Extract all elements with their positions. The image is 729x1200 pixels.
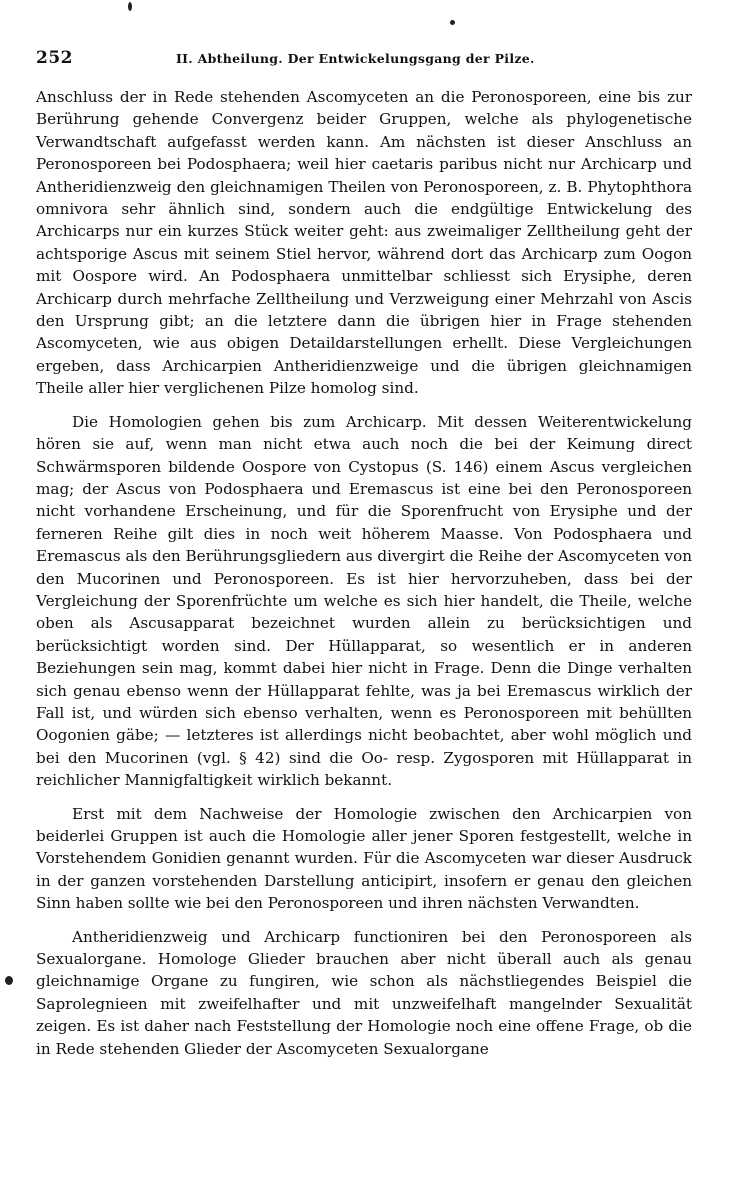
- scan-speck: [128, 2, 132, 11]
- running-head: [36, 48, 692, 72]
- scan-speck: [5, 976, 13, 985]
- running-title: II. Abtheilung. Der Entwickelungsgang der Pilze.: [176, 51, 535, 66]
- paragraph-1: Anschluss der in Rede stehenden Ascomyceten an die Peronosporeen, eine bis zur Berührung gehende Convergenz beider Gruppen, welche als phylogenetische Verwandtschaft aufgefasst werden kann. Am nächsten ist dieser Anschluss an Peronosporeen bei Podosphaera; weil hier caetaris paribus nicht nur Archicarp und Antheridienzweig den gleichnamigen Theilen von Peronosporeen, z. B. Phytophthora omnivora sehr ähnlich sind, sondern auch die endgültige Entwickelung des Archicarps nur ein kurzes Stück weiter geht: aus zweimaliger Zelltheilung geht der achtsporige Ascus mit seinem Stiel hervor, während dort das Archicarp zum Oogon mit Oospore wird. An Podosphaera unmittelbar schliesst sich Erysiphe, deren Archicarp durch mehrfache Zelltheilung und Verzweigung einer Mehrzahl von Ascis den Ursprung gibt; an die letztere dann die übrigen hier in Frage stehenden Ascomyceten, wie aus obigen Detaildarstellungen erhellt. Diese Vergleichungen ergeben, dass Archicarpien Antheridienzweige und die übrigen gleichnamigen Theile aller hier verglichenen Pilze homolog sind.: [36, 88, 692, 398]
- page-number: 252: [36, 48, 73, 68]
- scan-speck: [450, 20, 455, 25]
- paragraph-3: Erst mit dem Nachweise der Homologie zwischen den Archicarpien von beiderlei Gruppen ist auch die Homologie aller jener Sporen festgestellt, welche in Vorstehendem Gonidien genannt wurden. Für die Ascomyceten war dieser Ausdruck in der ganzen vorstehenden Darstellung anticipirt, insofern er genau den gleichen Sinn haben sollte wie bei den Peronosporeen und ihren nächsten Verwandten.: [36, 804, 692, 913]
- paragraph-4: Antheridienzweig und Archicarp functioniren bei den Peronosporeen als Sexualorgane. Homologe Glieder brauchen aber nicht überall auch als genau gleichnamige Organe zu fungiren, wie schon als nächstliegendes Beispiel die Saprolegnieen mit zweifelhafter und mit unzweifelhaft mangelnder Sexualität zeigen. Es ist daher nach Feststellung der Homologie noch eine offene Frage, ob die in Rede stehenden Glieder der Ascomyceten Sexualorgane: [36, 927, 692, 1058]
- body-text: [36, 86, 692, 1071]
- paragraph-2: Die Homologien gehen bis zum Archicarp. Mit dessen Weiterentwickelung hören sie auf, wenn man nicht etwa auch noch die bei der Keimung direct Schwärmsporen bildende Oospore von Cystopus (S. 146) einem Ascus vergleichen mag; der Ascus von Podosphaera und Eremascus ist eine bei den Peronosporeen nicht vorhandene Erscheinung, und für die Sporenfrucht von Erysiphe und der ferneren Reihe gilt dies in noch weit höherem Maasse. Von Podosphaera und Eremascus als den Berührungsgliedern aus divergirt die Reihe der Ascomyceten von den Mucorinen und Peronosporeen. Es ist hier hervorzuheben, dass bei der Vergleichung der Sporenfrüchte um welche es sich hier handelt, die Theile, welche oben als Ascusapparat bezeichnet wurden allein zu berücksichtigen und berücksichtigt worden sind. Der Hüllapparat, so wesentlich er in anderen Beziehungen sein mag, kommt dabei hier nicht in Frage. Denn die Dinge verhalten sich genau ebenso wenn der Hüllapparat fehlte, was ja bei Eremascus wirklich der Fall ist, und würden sich ebenso verhalten, wenn es Peronosporeen mit behüllten Oogonien gäbe; — letzteres ist allerdings nicht beobachtet, aber wohl möglich und bei den Mucorinen (vgl. § 42) sind die Oo- resp. Zygosporen mit Hüllapparat in reichlicher Mannigfaltigkeit wirklich bekannt.: [36, 412, 692, 790]
